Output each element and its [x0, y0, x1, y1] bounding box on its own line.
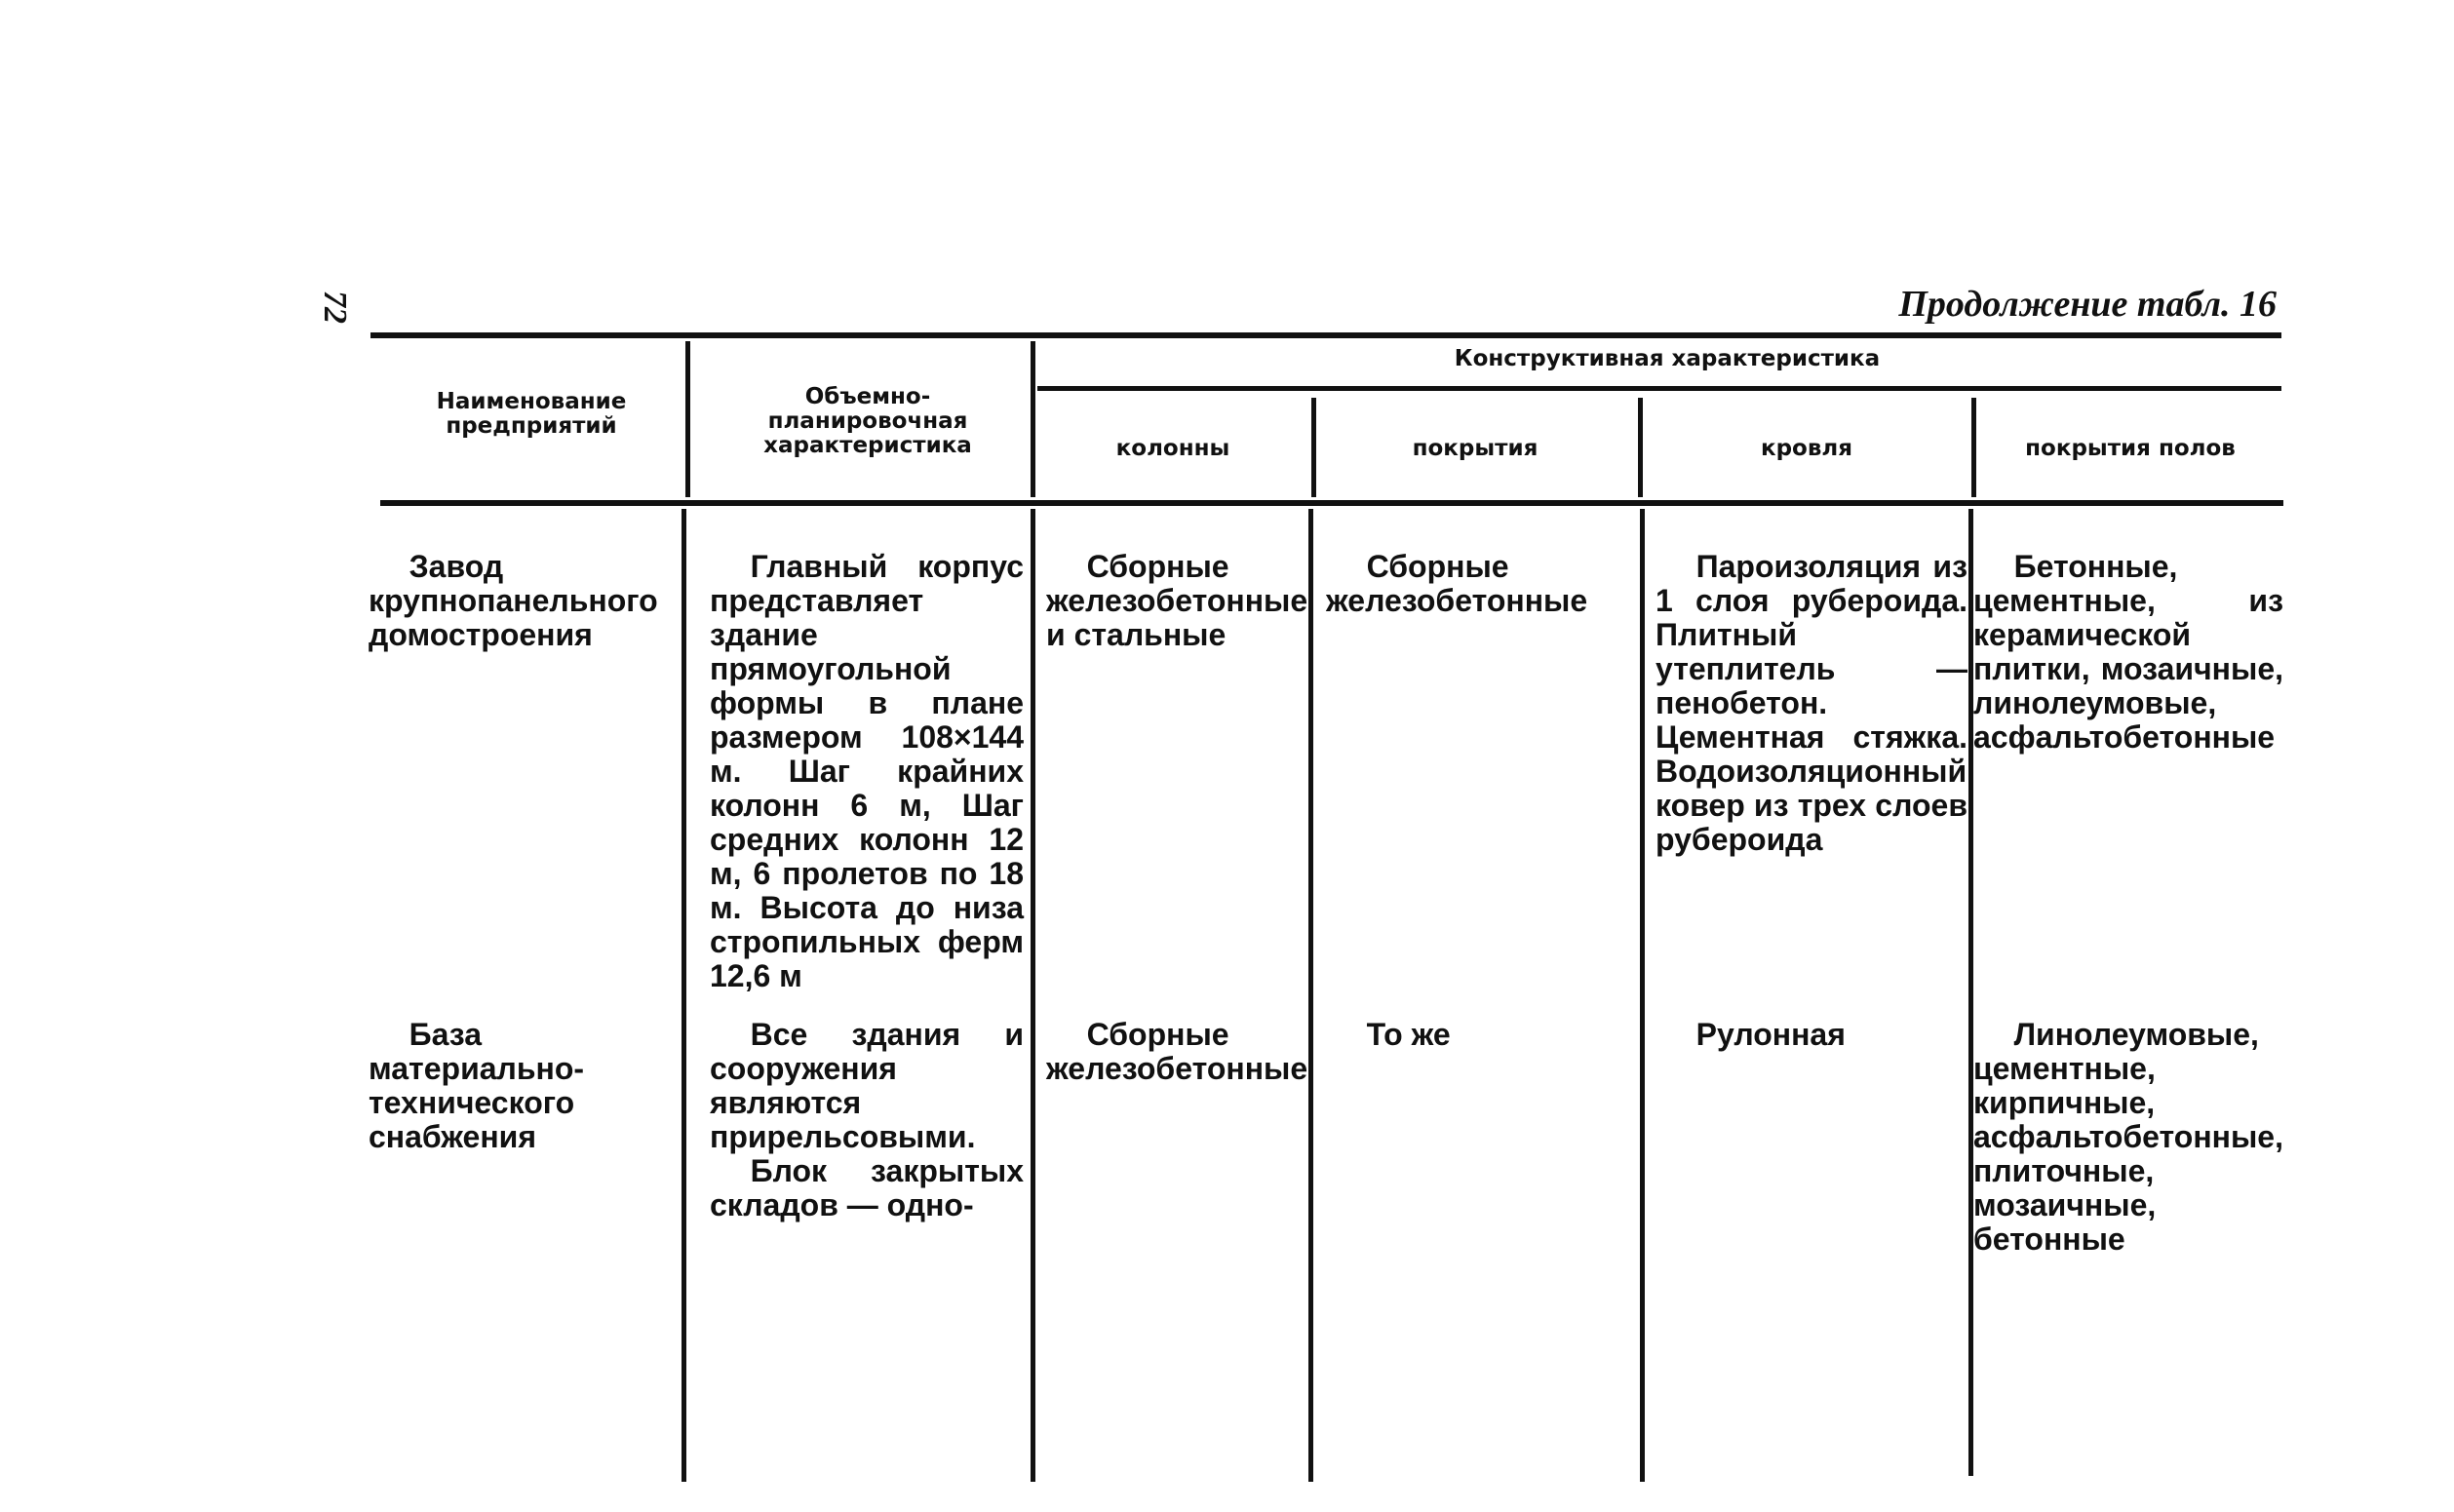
header-divider	[1311, 398, 1316, 497]
header-divider	[685, 341, 690, 497]
header-bottom-rule	[380, 500, 2283, 506]
row2-roof	[1655, 1018, 1967, 1052]
header-floors: покрытия полов	[2025, 436, 2236, 461]
row1-columns	[1046, 550, 1306, 652]
row1-roof	[1655, 550, 1967, 857]
column-divider	[682, 509, 686, 1482]
row2-columns	[1046, 1018, 1306, 1086]
row1-floors	[1973, 550, 2283, 755]
row2-name	[369, 1018, 676, 1154]
column-divider	[1031, 509, 1035, 1482]
row1-name-text: Завод крупнопанельного домостроения	[369, 549, 658, 652]
row1-coverings-text: Сборные железобетонные	[1326, 549, 1588, 618]
row2-coverings	[1326, 1018, 1634, 1052]
row1-volume-text: Главный корпус представляет здание прямоугольной формы в плане размером 108×144 м. Шаг крайних колонн 6 м, Шаг средних колонн 12 м, 6 пролетов по 18 м. Высота до низа стропильных ферм 12,6 м	[710, 549, 1024, 993]
table-caption: Продолжение табл. 16	[1898, 284, 2277, 325]
table-top-rule	[370, 332, 2281, 338]
page-number: 72	[317, 291, 353, 324]
column-divider	[1640, 509, 1645, 1482]
header-divider	[1971, 398, 1976, 497]
row2-volume-p1: Все здания и сооружения являются прирельсовыми.	[710, 1017, 1024, 1154]
header-divider	[1031, 341, 1035, 497]
column-divider	[1308, 509, 1313, 1482]
row2-roof-text: Рулонная	[1695, 1017, 1846, 1052]
row2-floors-text: Линолеумовые, цементные, кирпичные, асфальтобетонные, плиточные, мозаичные, бетонные	[1973, 1017, 2283, 1257]
header-volume: Объемно-планировочная характеристика	[763, 384, 972, 458]
row1-name	[369, 550, 676, 652]
row2-columns-text: Сборные железобетонные	[1046, 1017, 1308, 1086]
row2-volume-p2: Блок закрытых складов — одно-	[710, 1153, 1024, 1222]
row2-volume	[710, 1018, 1024, 1222]
row1-roof-text: Пароизоляция из 1 слоя рубероида. Плитный утеплитель — пенобетон. Цементная стяжка. Водоизоляционный ковер из трех слоев рубероида	[1655, 549, 1967, 857]
header-roof: кровля	[1760, 436, 1853, 461]
row1-coverings	[1326, 550, 1634, 618]
header-columns: колонны	[1115, 436, 1230, 461]
row1-floors-text: Бетонные, цементные, из керамической плитки, мозаичные, линолеумовые, асфальтобетонные	[1973, 549, 2283, 755]
row2-floors	[1973, 1018, 2283, 1257]
header-name: Наименование предприятий	[436, 389, 627, 439]
row2-coverings-text: То же	[1366, 1017, 1451, 1052]
header-constructive: Конструктивная характеристика	[1454, 346, 1881, 371]
group-header-rule	[1037, 386, 2281, 391]
header-divider	[1638, 398, 1643, 497]
row1-columns-text: Сборные железобетонные и стальные	[1046, 549, 1308, 652]
row1-volume	[710, 550, 1024, 993]
header-coverings: покрытия	[1412, 436, 1539, 461]
row2-name-text: База материально-технического снабжения	[369, 1017, 585, 1154]
